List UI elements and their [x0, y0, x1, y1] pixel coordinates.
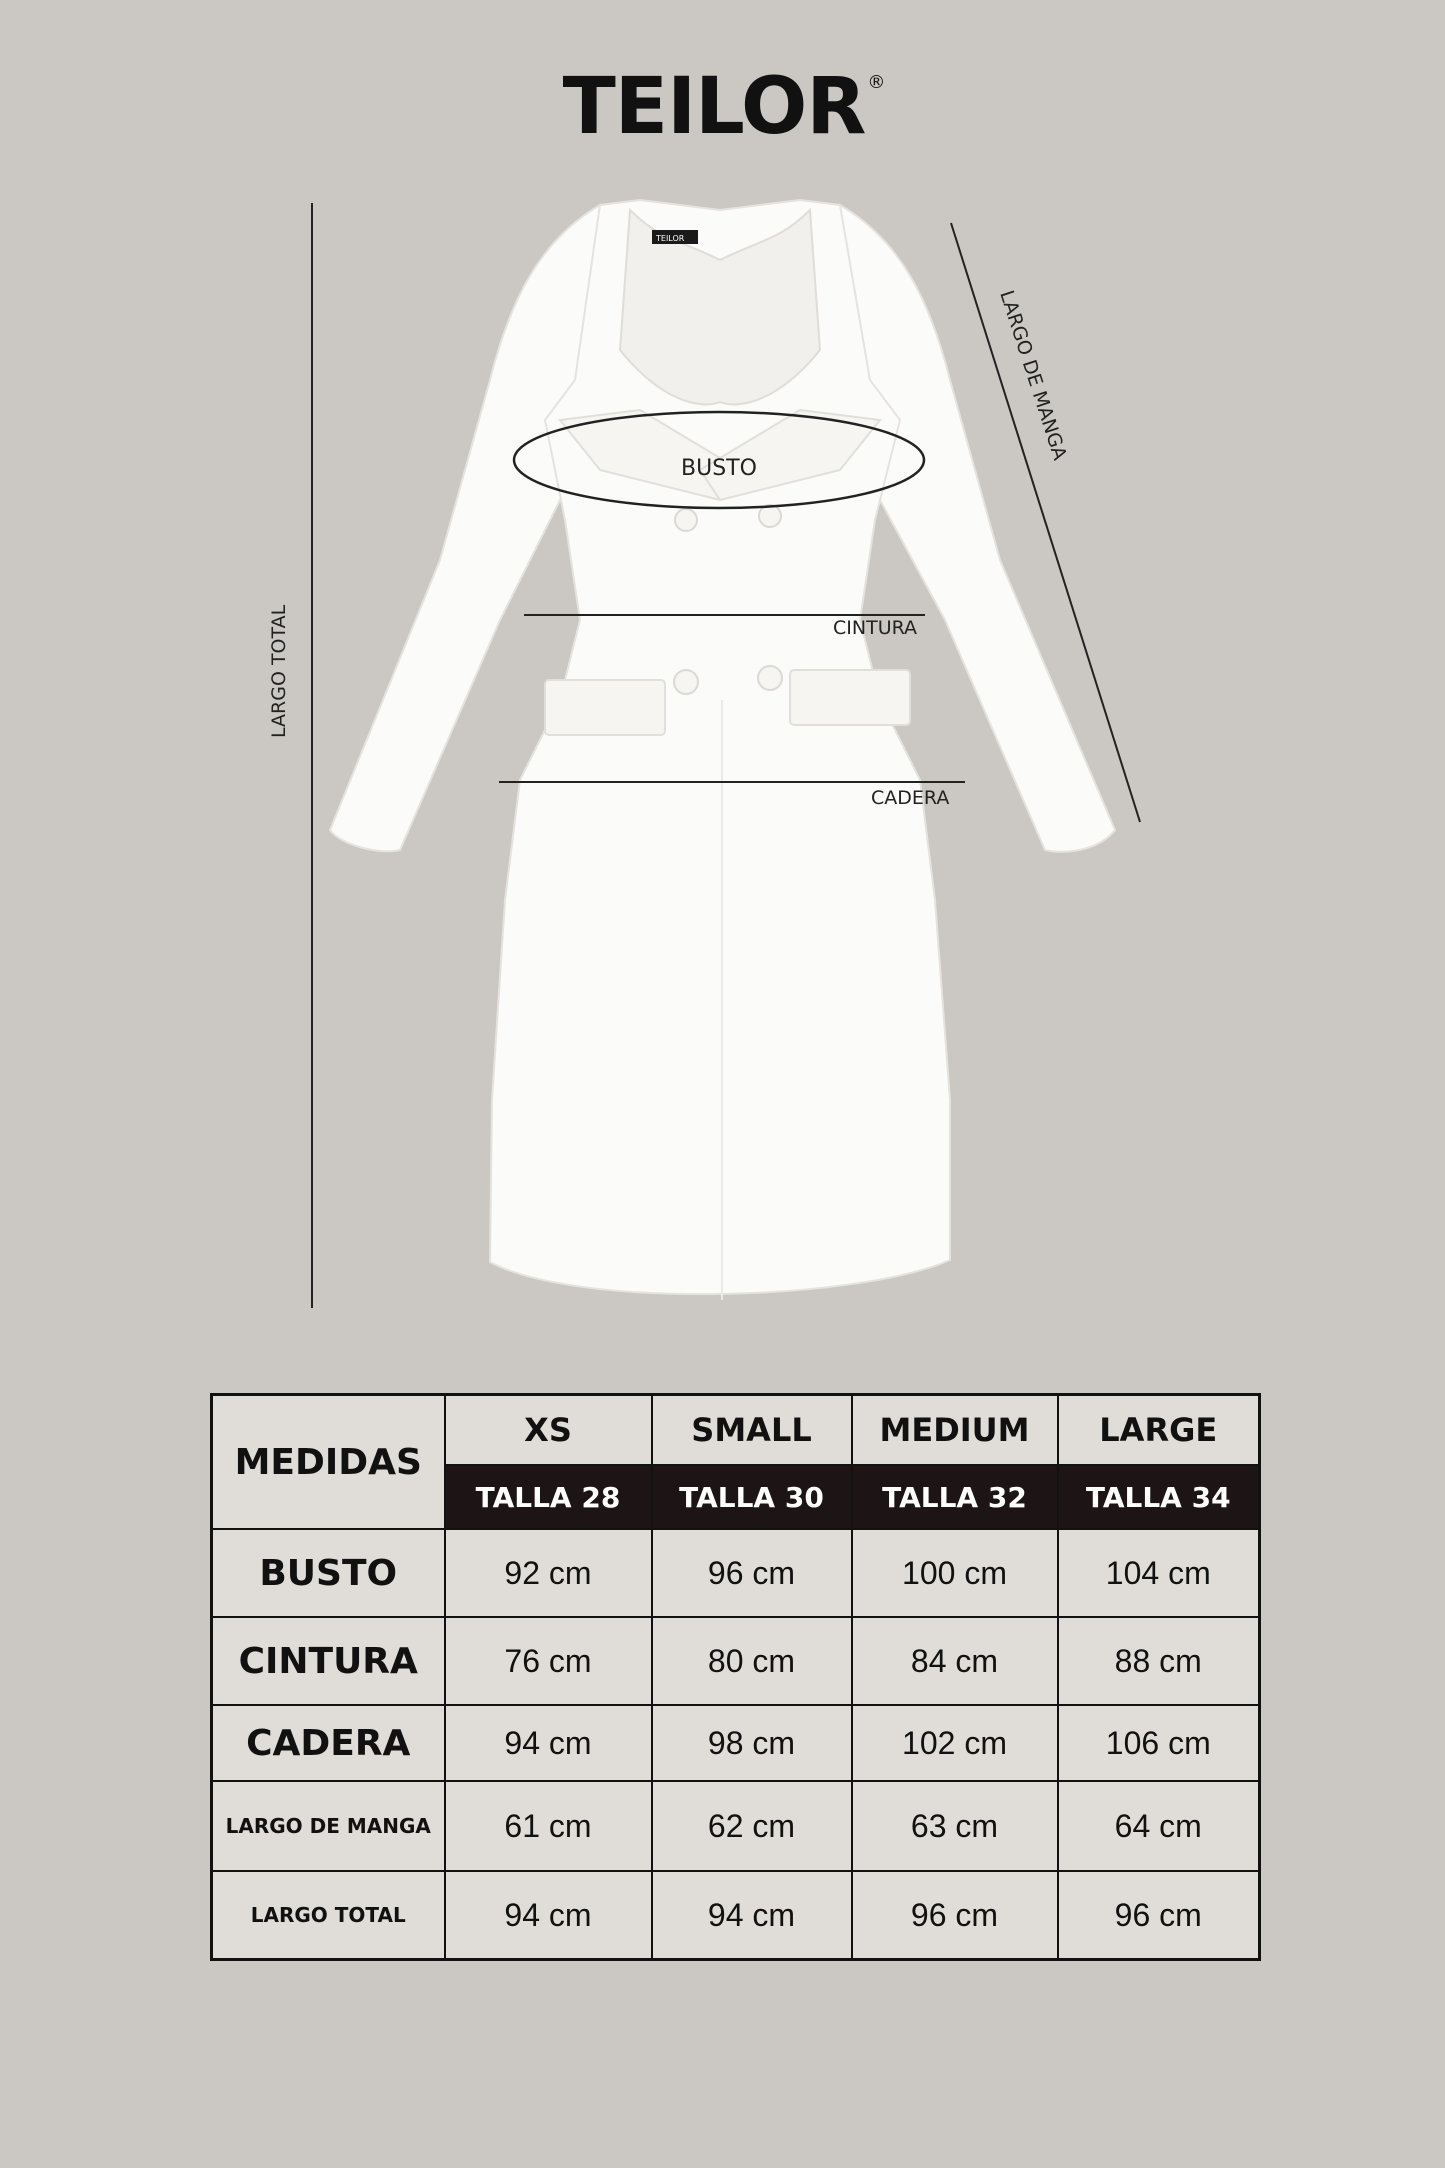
registered-mark: ®: [867, 72, 885, 93]
table-row-largo-de-manga: [212, 1781, 1260, 1871]
cadera-label: CADERA: [871, 787, 950, 809]
table-cell: 94 cm: [445, 1705, 652, 1781]
size-header-xs: XS: [445, 1395, 652, 1466]
row-label: CINTURA: [212, 1617, 445, 1705]
table-cell: 61 cm: [445, 1781, 652, 1871]
cintura-label: CINTURA: [833, 617, 918, 639]
table-row-busto: [212, 1529, 1260, 1617]
table-cell: 96 cm: [652, 1529, 852, 1617]
row-label: CADERA: [212, 1705, 445, 1781]
table-cell: 96 cm: [852, 1871, 1058, 1960]
table-cell: 98 cm: [652, 1705, 852, 1781]
size-header-large: LARGE: [1058, 1395, 1260, 1466]
table-cell: 92 cm: [445, 1529, 652, 1617]
table-cell: 104 cm: [1058, 1529, 1260, 1617]
talla-header-30: TALLA 30: [652, 1465, 852, 1529]
table-cell: 64 cm: [1058, 1781, 1260, 1871]
row-label: LARGO DE MANGA: [212, 1781, 445, 1871]
measures-header: MEDIDAS: [212, 1395, 445, 1530]
table-cell: 106 cm: [1058, 1705, 1260, 1781]
table-cell: 102 cm: [852, 1705, 1058, 1781]
dress-illustration: [330, 200, 1115, 1300]
table-cell: 100 cm: [852, 1529, 1058, 1617]
table-cell: 80 cm: [652, 1617, 852, 1705]
talla-header-32: TALLA 32: [852, 1465, 1058, 1529]
table-row-cadera: [212, 1705, 1260, 1781]
talla-header-28: TALLA 28: [445, 1465, 652, 1529]
size-header-small: SMALL: [652, 1395, 852, 1466]
table-cell: 88 cm: [1058, 1617, 1260, 1705]
talla-header-34: TALLA 34: [1058, 1465, 1260, 1529]
table-cell: 84 cm: [852, 1617, 1058, 1705]
table-cell: 76 cm: [445, 1617, 652, 1705]
largo-total-label: LARGO TOTAL: [268, 604, 290, 738]
table-cell: 62 cm: [652, 1781, 852, 1871]
table-cell: 94 cm: [445, 1871, 652, 1960]
size-header-medium: MEDIUM: [852, 1395, 1058, 1466]
table-cell: 94 cm: [652, 1871, 852, 1960]
table-cell: 96 cm: [1058, 1871, 1260, 1960]
row-label: BUSTO: [212, 1529, 445, 1617]
size-chart-table: [210, 1393, 1261, 1961]
table-row-largo-total: [212, 1871, 1260, 1960]
row-label: LARGO TOTAL: [212, 1871, 445, 1960]
largo-de-manga-label: LARGO DE MANGA: [995, 287, 1071, 463]
table-row-cintura: [212, 1617, 1260, 1705]
busto-label: BUSTO: [681, 456, 757, 481]
brand-logo-text: TEILOR: [562, 62, 866, 152]
table-cell: 63 cm: [852, 1781, 1058, 1871]
garment-tag-text: TEILOR: [656, 234, 685, 243]
